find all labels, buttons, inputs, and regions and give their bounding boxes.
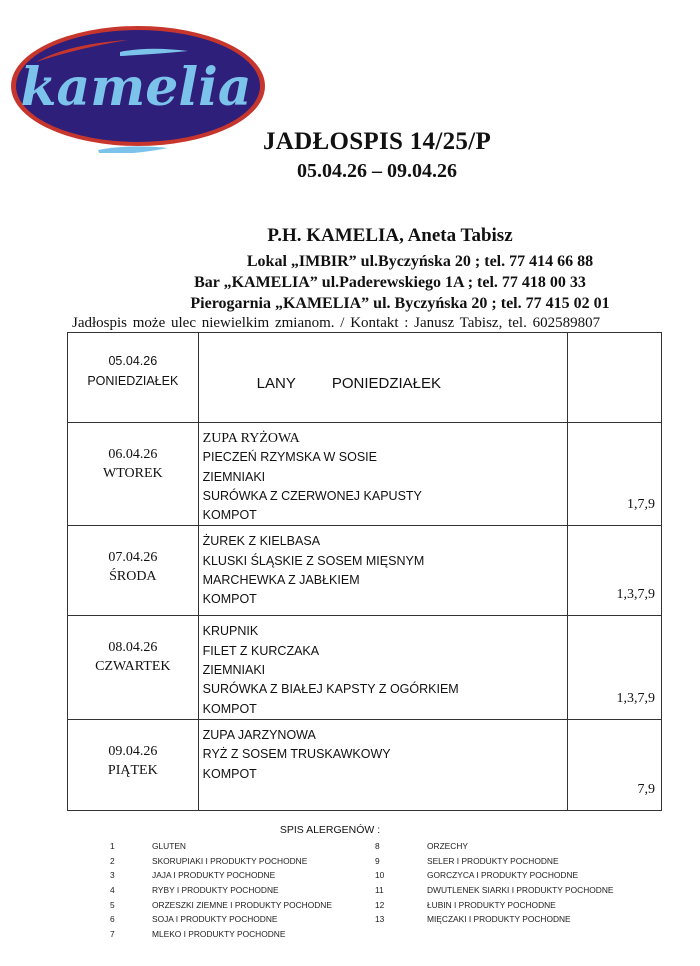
- dishes-cell: [198, 719, 567, 810]
- dish: SURÓWKA Z CZERWONEJ KAPUSTY: [202, 488, 422, 503]
- day-cell: [68, 616, 199, 719]
- day-date: 09.04.26: [108, 743, 158, 759]
- dish: ZUPA JARZYNOWA: [202, 727, 316, 742]
- dish: ZIEMNIAKI: [202, 469, 266, 484]
- allergen-item: [92, 900, 332, 915]
- allergen-number: 11: [375, 885, 384, 896]
- dish: KOMPOT: [202, 508, 257, 523]
- allergen-item: [367, 856, 613, 871]
- menu-row-friday: [68, 719, 662, 810]
- dish: KOMPOT: [202, 592, 257, 607]
- allergen-name: MLEKO I PRODUKTY POCHODNE: [152, 929, 286, 940]
- day-cell: [68, 423, 199, 526]
- dish: PIECZEŃ RZYMSKA W SOSIE: [202, 450, 377, 465]
- dish: SURÓWKA Z BIAŁEJ KAPSTY Z OGÓRKIEM: [202, 682, 459, 697]
- holiday-word-1: LANY: [256, 375, 296, 392]
- contact-note: Jadłospis może ulec niewielkim zmianom. / Kontakt : Janusz Tabisz, tel. 602589807: [72, 315, 601, 331]
- day-date: 06.04.26: [108, 447, 158, 462]
- allergen-name: GLUTEN: [152, 841, 186, 851]
- day-cell: [68, 719, 199, 810]
- dishes-cell: [198, 423, 567, 526]
- allergen-name: SKORUPIAKI I PRODUKTY POCHODNE: [152, 855, 308, 866]
- allergen-codes: 1,3,7,9: [616, 587, 655, 603]
- allergen-number: 2: [110, 855, 115, 866]
- dish: KLUSKI ŚLĄSKIE Z SOSEM MIĘSNYM: [202, 553, 425, 568]
- logo-swoosh-bottom: [98, 146, 168, 153]
- day-date: 07.04.26: [108, 550, 158, 566]
- allergen-item: [92, 856, 332, 871]
- allergen-name: DWUTLENEK SIARKI I PRODUKTY POCHODNE: [427, 885, 614, 896]
- allergen-name: ORZESZKI ZIEMNE I PRODUKTY POCHODNE: [152, 899, 332, 910]
- allergen-number: 1: [110, 841, 115, 851]
- allergen-item: [367, 914, 613, 929]
- allergen-item: [92, 870, 332, 885]
- kamelia-logo: [8, 18, 268, 153]
- dish: ZUPA RYŻOWA: [202, 431, 300, 446]
- allergen-name: JAJA I PRODUKTY POCHODNE: [152, 870, 276, 881]
- dish: ZIEMNIAKI: [202, 663, 266, 678]
- allergen-name: SOJA I PRODUKTY POCHODNE: [152, 914, 278, 925]
- menu-title: JADŁOSPIS 14/25/P: [262, 128, 492, 155]
- allergen-item: [367, 885, 613, 900]
- logo-text: kamelia: [20, 57, 252, 118]
- allergen-list-title-wrap: [0, 824, 700, 836]
- holiday-word-2: PONIEDZIAŁEK: [331, 375, 442, 392]
- allergen-name: GORCZYCA I PRODUKTY POCHODNE: [427, 870, 579, 881]
- day-name: PONIEDZIAŁEK: [87, 374, 179, 388]
- allergen-number: 9: [375, 855, 380, 866]
- dish: KOMPOT: [202, 701, 257, 716]
- allergen-list-title: SPIS ALERGENÓW :: [279, 824, 381, 836]
- dishes-cell: [198, 526, 567, 616]
- allergen-codes: 1,3,7,9: [616, 690, 655, 706]
- allergen-item: [92, 914, 332, 929]
- menu-row-tuesday: [68, 423, 662, 526]
- day-date: 08.04.26: [108, 640, 158, 656]
- day-name: WTOREK: [103, 466, 163, 481]
- location-bar-kamelia: Bar „KAMELIA” ul.Paderewskiego 1A ; tel. 77 418 00 33: [194, 274, 586, 291]
- allergen-name: ŁUBIN I PRODUKTY POCHODNE: [427, 899, 556, 910]
- dish: KOMPOT: [202, 766, 257, 781]
- location-pierogarnia: Pierogarnia „KAMELIA” ul. Byczyńska 20 ; tel. 77 415 02 01: [190, 295, 610, 312]
- day-name: PIĄTEK: [107, 762, 158, 778]
- dish: ŻUREK Z KIELBASA: [202, 534, 321, 549]
- allergen-item: [92, 929, 332, 944]
- allergen-name: RYBY I PRODUKTY POCHODNE: [152, 885, 279, 896]
- allergen-name: ORZECHY: [427, 841, 468, 851]
- date-range: 05.04.26 – 09.04.26: [297, 160, 457, 182]
- day-date: 05.04.26: [108, 354, 158, 368]
- dish: MARCHEWKA Z JABŁKIEM: [202, 573, 360, 588]
- allergen-number: 3: [110, 870, 115, 881]
- allergen-number: 5: [110, 899, 115, 910]
- allergen-item: [367, 841, 613, 856]
- allergen-cell: [567, 616, 661, 719]
- allergen-item: [367, 900, 613, 915]
- allergen-cell: [567, 333, 661, 423]
- menu-table: [67, 332, 662, 811]
- allergen-number: 12: [375, 899, 385, 910]
- allergen-cell: [567, 423, 661, 526]
- allergen-cell: [567, 526, 661, 616]
- allergen-codes: 7,9: [637, 781, 655, 797]
- dish: FILET Z KURCZAKA: [202, 643, 320, 658]
- allergen-item: [367, 870, 613, 885]
- allergen-number: 10: [375, 870, 385, 881]
- day-cell: [68, 333, 199, 423]
- allergen-list-right: [367, 841, 613, 929]
- dishes-cell: [198, 333, 567, 423]
- allergen-codes: 1,7,9: [627, 497, 655, 513]
- company-name: P.H. KAMELIA, Aneta Tabisz: [267, 225, 513, 246]
- allergen-item: [92, 841, 332, 856]
- allergen-number: 13: [375, 914, 385, 925]
- menu-row-thursday: [68, 616, 662, 719]
- day-name: ŚRODA: [109, 569, 157, 585]
- menu-row-monday: [68, 333, 662, 423]
- allergen-list-left: [92, 841, 332, 944]
- dishes-cell: [198, 616, 567, 719]
- allergen-name: SELER I PRODUKTY POCHODNE: [427, 855, 559, 866]
- dish: RYŻ Z SOSEM TRUSKAWKOWY: [202, 747, 391, 762]
- menu-row-wednesday: [68, 526, 662, 616]
- day-name: CZWARTEK: [95, 659, 171, 675]
- allergen-number: 4: [110, 885, 115, 896]
- allergen-number: 8: [375, 841, 380, 851]
- allergen-cell: [567, 719, 661, 810]
- allergen-number: 6: [110, 914, 115, 925]
- day-cell: [68, 526, 199, 616]
- allergen-number: 7: [110, 929, 115, 940]
- location-imbir: Lokal „IMBIR” ul.Byczyńska 20 ; tel. 77 414 66 88: [246, 253, 594, 270]
- allergen-item: [92, 885, 332, 900]
- allergen-name: MIĘCZAKI I PRODUKTY POCHODNE: [427, 914, 571, 925]
- dish: KRUPNIK: [202, 624, 259, 639]
